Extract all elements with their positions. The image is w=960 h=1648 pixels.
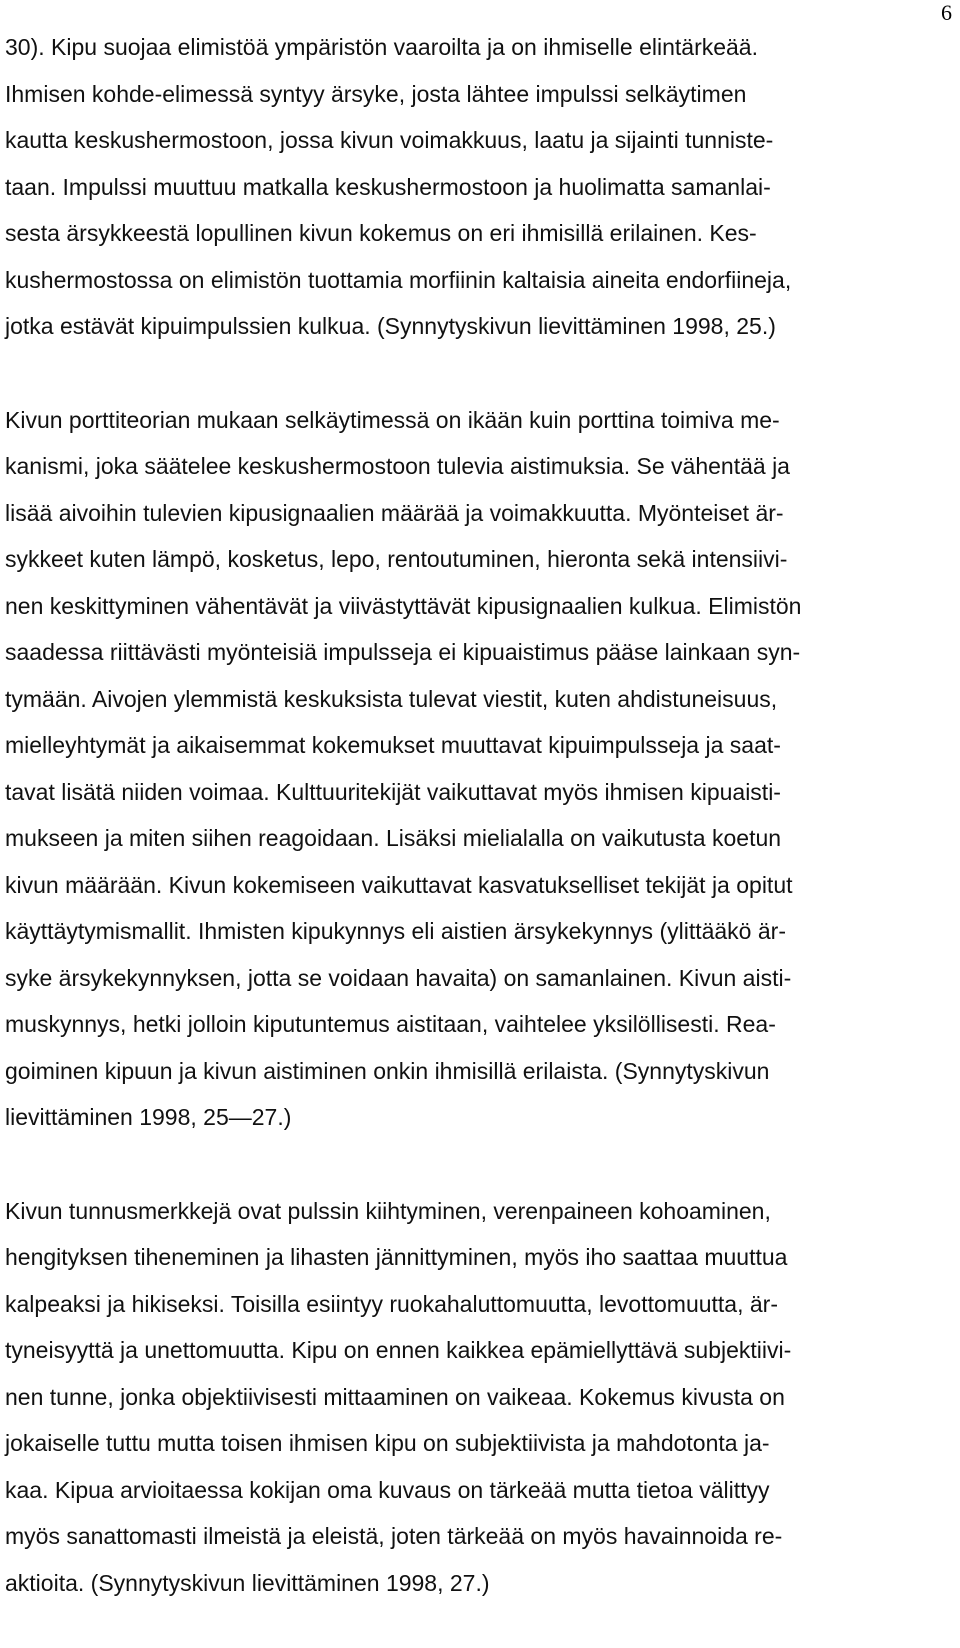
text-line: kalpeaksi ja hikiseksi. Toisilla esiintyy ruokahaluttomuutta, levottomuutta, är- <box>5 1290 778 1317</box>
text-line: Kivun porttiteorian mukaan selkäytimessä on ikään kuin porttina toimiva me- <box>5 406 780 433</box>
text-line: lisää aivoihin tulevien kipusignaalien määrää ja voimakkuutta. Myönteiset är- <box>5 499 784 526</box>
text-line: nen keskittyminen vähentävät ja viivästyttävät kipusignaalien kulkua. Elimistön <box>5 592 802 619</box>
text-line: nen tunne, jonka objektiivisesti mittaaminen on vaikeaa. Kokemus kivusta on <box>5 1383 785 1410</box>
text-line: saadessa riittävästi myönteisiä impulsseja ei kipuaistimus pääse lainkaan syn- <box>5 639 801 665</box>
text-line: kautta keskushermostoon, jossa kivun voimakkuus, laatu ja sijainti tunniste- <box>5 127 774 153</box>
text-line: mielleyhtymät ja aikaisemmat kokemukset muuttavat kipuimpulsseja ja saat- <box>5 732 781 758</box>
text-line: syke ärsykekynnyksen, jotta se voidaan havaita) on samanlainen. Kivun aisti- <box>5 964 792 991</box>
text-line: tyneisyyttä ja unettomuutta. Kipu on ennen kaikkea epämiellyttävä subjektiivi- <box>5 1337 792 1363</box>
text-line: jokaiselle tuttu mutta toisen ihmisen kipu on subjektiivista ja mahdotonta ja- <box>5 1430 770 1456</box>
text-line: tavat lisätä niiden voimaa. Kulttuuritekijät vaikuttavat myös ihmisen kipuaisti- <box>5 778 781 805</box>
text-line: aktioita. (Synnytyskivun lievittäminen 1998, 27.) <box>5 1569 490 1596</box>
paragraph-gap <box>5 1141 955 1188</box>
text-line: goiminen kipuun ja kivun aistiminen onkin ihmisillä erilaista. (Synnytyskivun <box>5 1057 770 1084</box>
paragraph-1 <box>5 24 955 350</box>
text-line: hengityksen tiheneminen ja lihasten jännittyminen, myös iho saattaa muuttua <box>5 1244 788 1270</box>
text-line: taan. Impulssi muuttuu matkalla keskushermostoon ja huolimatta samanlai- <box>5 173 771 200</box>
text-line: jotka estävät kipuimpulssien kulkua. (Synnytyskivun lievittäminen 1998, 25.) <box>5 313 776 339</box>
text-line: kanismi, joka säätelee keskushermostoon tulevia aistimuksia. Se vähentää ja <box>5 453 790 479</box>
text-line: muskynnys, hetki jolloin kiputuntemus aistitaan, vaihtelee yksilöllisesti. Rea- <box>5 1011 776 1037</box>
paragraph-3 <box>5 1188 955 1607</box>
text-line: lievittäminen 1998, 25—27.) <box>5 1104 292 1130</box>
text-line: sykkeet kuten lämpö, kosketus, lepo, rentoutuminen, hieronta sekä intensiivi- <box>5 546 788 572</box>
text-line: kushermostossa on elimistön tuottamia morfiinin kaltaisia aineita endorfiineja, <box>5 266 792 293</box>
text-line: sesta ärsykkeestä lopullinen kivun kokemus on eri ihmisillä erilainen. Kes- <box>5 220 757 246</box>
text-line: myös sanattomasti ilmeistä ja eleistä, joten tärkeää on myös havainnoida re- <box>5 1523 783 1549</box>
text-line: kaa. Kipua arvioitaessa kokijan oma kuvaus on tärkeää mutta tietoa välittyy <box>5 1476 770 1503</box>
paragraph-2 <box>5 397 955 1141</box>
page-number: 6 <box>941 0 952 25</box>
text-line: tymään. Aivojen ylemmistä keskuksista tulevat viestit, kuten ahdistuneisuus, <box>5 685 778 712</box>
text-line: kivun määrään. Kivun kokemiseen vaikuttavat kasvatukselliset tekijät ja opitut <box>5 871 793 898</box>
text-line: käyttäytymismallit. Ihmisten kipukynnys eli aistien ärsykekynnys (ylittääkö är- <box>5 918 786 944</box>
text-line: Kivun tunnusmerkkejä ovat pulssin kiihtyminen, verenpaineen kohoaminen, <box>5 1197 771 1224</box>
text-line: 30). Kipu suojaa elimistöä ympäristön vaaroilta ja on ihmiselle elintärkeää. <box>5 34 758 60</box>
text-line: Ihmisen kohde-elimessä syntyy ärsyke, josta lähtee impulssi selkäytimen <box>5 80 747 107</box>
text-line: mukseen ja miten siihen reagoidaan. Lisäksi mielialalla on vaikutusta koetun <box>5 825 782 851</box>
paragraph-gap <box>5 350 955 397</box>
document-body <box>5 24 955 1606</box>
